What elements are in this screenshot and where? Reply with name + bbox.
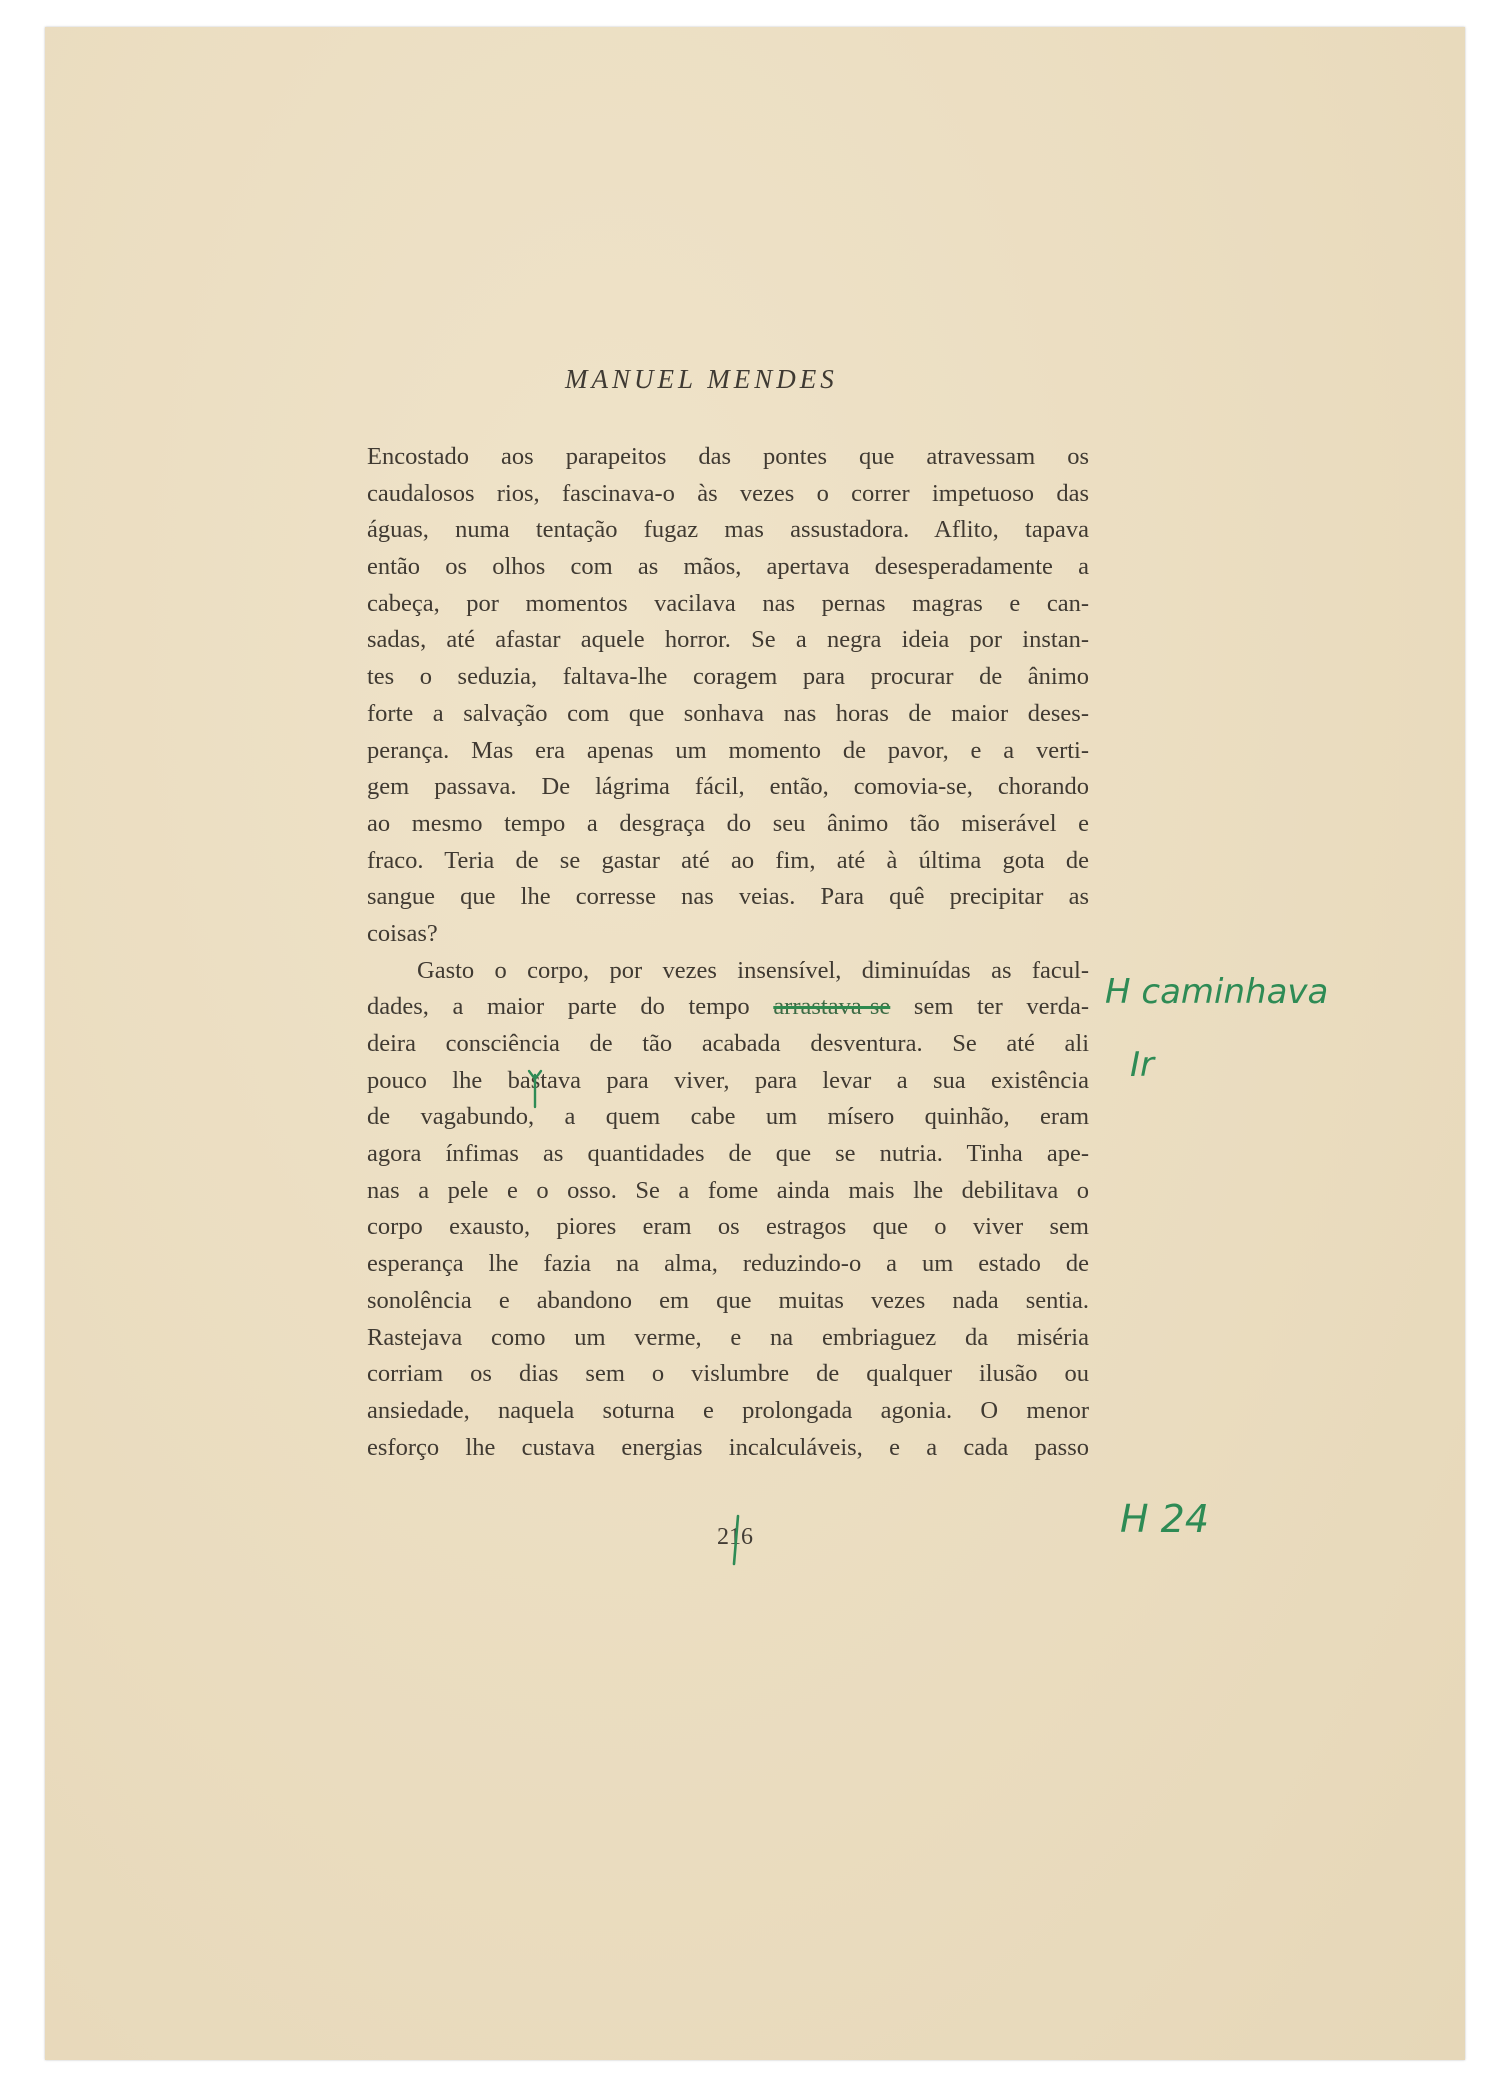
text-line: agora ínfimas as quantidades de que se nutria. Tinha ape- (367, 1140, 1089, 1168)
text-fragment: sem ter verda- (890, 993, 1090, 1021)
paragraph-2 (367, 953, 1089, 1467)
text-line: Gasto o corpo, por vezes insensível, diminuídas as facul- (417, 956, 1089, 984)
text-line: deira consciência de tão acabada desventura. Se até ali (367, 1030, 1089, 1057)
margin-note-ir: Ir (1130, 1045, 1155, 1085)
text-line: fraco. Teria de se gastar até ao fim, até à última gota de (367, 846, 1089, 874)
text-line: cabeça, por momentos vacilava nas pernas magras e can- (367, 589, 1089, 617)
text-line: corriam os dias sem o vislumbre de qualquer ilusão ou (367, 1360, 1089, 1388)
margin-note-caminhava: H caminhava (1105, 972, 1329, 1012)
document-title: MANUEL MENDES (565, 364, 838, 394)
text-line: ansiedade, naquela soturna e prolongada agonia. O menor (367, 1396, 1089, 1424)
text-line: coisas? (367, 919, 438, 947)
text-line: ao mesmo tempo a desgraça do seu ânimo tão miserável e (367, 809, 1089, 837)
text-line: nas a pele e o osso. Se a fome ainda mais lhe debilitava o (367, 1176, 1089, 1204)
text-line: perança. Mas era apenas um momento de pavor, e a verti- (367, 736, 1089, 764)
text-line: esperança lhe fazia na alma, reduzindo-o a um estado de (367, 1250, 1089, 1278)
text-line: de vagabundo, a quem cabe um mísero quinhão, eram (367, 1103, 1089, 1131)
text-line: esforço lhe custava energias incalculáveis, e a cada passo (367, 1433, 1089, 1461)
text-line: tes o seduzia, faltava-lhe coragem para procurar de ânimo (367, 663, 1089, 691)
document-page (45, 27, 1465, 2060)
page-number: 216 (717, 1524, 753, 1550)
text-line: gem passava. De lágrima fácil, então, comovia-se, chorando (367, 773, 1089, 801)
struck-word: arrastava-se (773, 993, 891, 1021)
text-line: então os olhos com as mãos, apertava desesperadamente a (367, 553, 1089, 581)
page-number-slash-icon (722, 1512, 750, 1568)
text-line: Encostado aos parapeitos das pontes que atravessam os (367, 443, 1089, 470)
paragraph-1 (367, 439, 1089, 953)
text-fragment: dades, a maior parte do tempo (367, 993, 774, 1021)
text-line: caudalosos rios, fascinava-o às vezes o correr impetuoso das (367, 479, 1089, 507)
text-line-with-correction (367, 989, 1089, 1026)
text-line: sonolência e abandono em que muitas vezes nada sentia. (367, 1286, 1089, 1314)
text-line: Rastejava como um verme, e na embriaguez da miséria (367, 1323, 1089, 1351)
text-line: águas, numa tentação fugaz mas assustadora. Aflito, tapava (367, 516, 1089, 544)
caret-mark-icon (525, 1067, 545, 1109)
text-line: forte a salvação com que sonhava nas horas de maior deses- (367, 699, 1089, 727)
text-line: sangue que lhe corresse nas veias. Para quê precipitar as (367, 883, 1089, 911)
text-line: pouco lhe bastava para viver, para levar a sua existência (367, 1066, 1089, 1094)
body-text (367, 439, 1089, 1466)
text-line: sadas, até afastar aquele horror. Se a negra ideia por instan- (367, 626, 1089, 654)
text-line: corpo exausto, piores eram os estragos que o viver sem (367, 1213, 1089, 1241)
margin-note-h24: H 24 (1120, 1497, 1210, 1541)
